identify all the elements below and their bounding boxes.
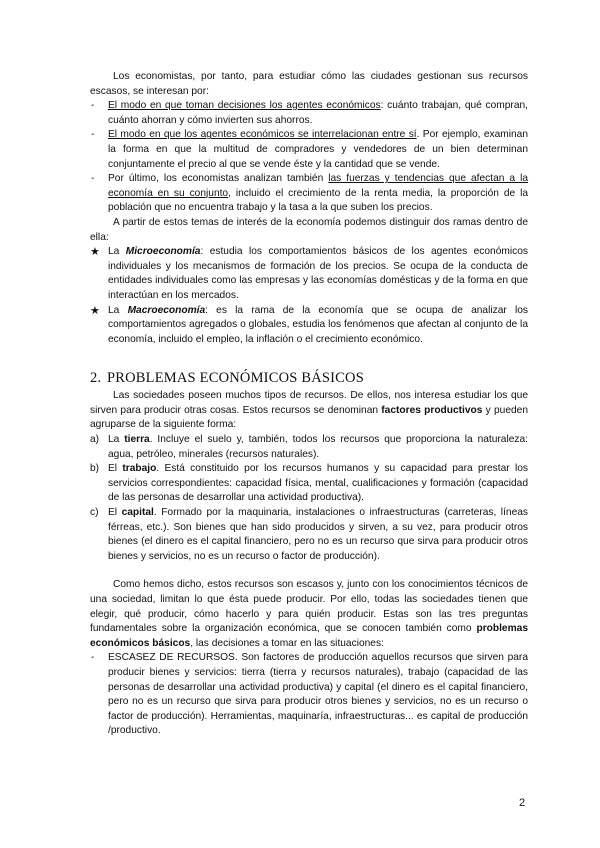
spacer xyxy=(90,564,528,578)
list-item: ★ La Macroeconomía: es la rama de la economía que se ocupa de analizar los comportamientos agregados o globales, estudia los fenómenos que afectan al conjunto de la economía, incluido el empleo, la inflación o el crecimiento económico. xyxy=(90,304,528,345)
dash-marker: - xyxy=(91,173,95,185)
list-item: - El modo en que los agentes económicos se interrelacionan entre sí. Por ejemplo, examinan la forma en que la multitud de compradores y vendedores de un bien determinan conjuntamente el precio al que se vende éste y la cantidad que se vende. xyxy=(91,129,529,170)
list-item: c) El capital. Formado por la maquinaria, instalaciones o infraestructuras (carreteras, líneas férreas, etc.). Son bienes que han sido producidos y sirven, a su vez, para producir otros bienes (el dinero es el capital financiero, pero no es un recurso que sirva para producir otros bienes y servicios, no es un recurso o factor de producción). xyxy=(90,507,528,562)
bold-term: capital xyxy=(121,507,154,519)
list-marker: c) xyxy=(90,507,99,519)
term-macroeconomia: Macroeconomía xyxy=(127,304,206,316)
list-item: ★ La Microeconomía: estudia los comportamientos básicos de los agentes económicos individuales y los mecanismos de formación de los precios. Se ocupa de la conducta de entidades individuales como las empresas y las economías domésticas y de la forma en que interactúan en los mercados. xyxy=(90,246,528,301)
intro-paragraph: Los economistas, por tanto, para estudiar cómo las ciudades gestionan sus recursos escasos, se interesan por: xyxy=(90,71,528,97)
bold-term: factores productivos xyxy=(381,404,483,416)
factors-list xyxy=(90,433,528,564)
star-icon: ★ xyxy=(90,304,100,317)
dash-marker: - xyxy=(91,129,95,141)
section-title: PROBLEMAS ECONÓMICOS BÁSICOS xyxy=(107,370,364,387)
underlined-phrase: El modo en que los agentes económicos se interrelacionan entre sí xyxy=(108,129,417,141)
dash-marker: - xyxy=(91,652,95,664)
scarcity-list xyxy=(90,651,528,739)
section-heading xyxy=(90,370,528,387)
resources-paragraph: Las sociedades poseen muchos tipos de recursos. De ellos, nos interesa estudiar los que sirven para producir otras cosas. Estos recursos se denominan factores productivos y pueden agruparse de la siguiente forma: xyxy=(90,390,528,431)
underlined-phrase: las fuerzas y tendencias que afectan a la economía en su conjunto xyxy=(108,173,529,199)
list-item: - ESCASEZ DE RECURSOS. Son factores de producción aquellos recursos que sirven para producir bienes y servicios: tierra (tierra y recursos naturales), trabajo (capacidad de las personas de desarrollar una actividad productiva) y capital (el dinero es el capital financiero, pero no es un recurso que sirva para producir otros bienes y servicios, no es un recurso o factor de producción). Herramientas, maquinaría, infraestructuras... es capital de producción /productivo. xyxy=(91,652,528,737)
page-number: 2 xyxy=(519,797,526,809)
list-item: b) El trabajo. Está constituido por los recursos humanos y su capacidad para prestar los servicios correspondientes: capacidad física, mental, cualificaciones y formación (capacidad de las personas de desarrollar una actividad productiva). xyxy=(90,463,528,504)
section-number: 2. xyxy=(90,370,102,387)
bold-term: problemas económicos básicos xyxy=(90,623,528,649)
interests-list xyxy=(90,99,528,216)
term-microeconomia: Microeconomía xyxy=(125,246,201,258)
list-item: a) La tierra. Incluye el suelo y, también, todos los recursos que proporciona la naturaleza: agua, petróleo, minerales (recursos naturales). xyxy=(90,434,528,460)
problems-paragraph: Como hemos dicho, estos recursos son escasos y, junto con los conocimientos técnicos de una sociedad, limitan lo que ésta puede producir. Por ello, todas las sociedades tienen que elegir, qué producir, cómo hacerlo y para quién producir. Estas son las tres preguntas fundamentales sobre la organización económica, que se conocen también como problemas económicos básicos, las decisiones a tomar en las situaciones: xyxy=(90,579,528,649)
document-page xyxy=(90,70,528,739)
list-marker: b) xyxy=(90,463,100,475)
list-marker: a) xyxy=(90,434,100,446)
bold-term: tierra xyxy=(124,434,150,446)
branches-intro: A partir de estos temas de interés de la economía podemos distinguir dos ramas dentro de ella: xyxy=(90,216,528,243)
list-item: - Por último, los economistas analizan también las fuerzas y tendencias que afectan a la economía en su conjunto, incluido el crecimiento de la renta media, la proporción de la población que no encuentra trabajo y la tasa a la que suben los precios. xyxy=(91,173,529,214)
dash-marker: - xyxy=(91,100,95,112)
list-item: - El modo en que toman decisiones los agentes económicos: cuánto trabajan, qué compran, cuánto ahorran y cómo invierten sus ahorros. xyxy=(91,100,528,126)
bold-term: trabajo xyxy=(122,463,157,475)
branches-list xyxy=(90,245,528,347)
star-icon: ★ xyxy=(90,246,100,259)
underlined-phrase: El modo en que toman decisiones los agentes económicos xyxy=(108,100,381,112)
